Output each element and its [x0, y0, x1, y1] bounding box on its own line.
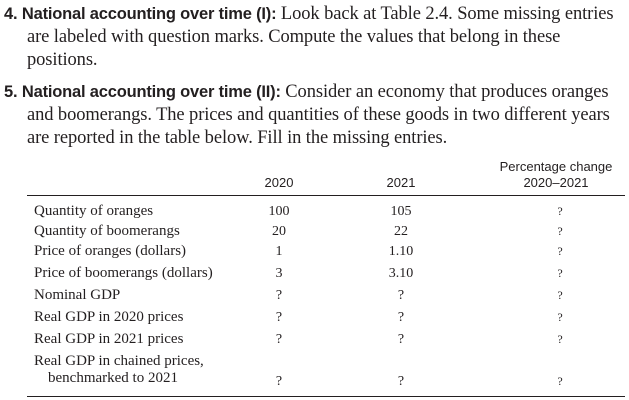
cell-2020: 100 — [268, 204, 290, 219]
row-label: Price of boomerangs (dollars) — [34, 265, 213, 281]
cell-pct-change: ? — [557, 266, 563, 280]
cell-pct-change: ? — [557, 204, 563, 218]
cell-pct-change: ? — [557, 374, 563, 388]
row-label: Quantity of oranges — [34, 203, 154, 219]
table-row — [0, 287, 629, 307]
row-label — [34, 353, 204, 387]
table-row — [0, 223, 629, 243]
header-rule — [27, 195, 625, 196]
cell-2021: ? — [397, 310, 405, 325]
bottom-rule — [27, 396, 625, 397]
row-label: Quantity of boomerangs — [34, 223, 180, 239]
header-2021: 2021 — [386, 175, 416, 190]
table-row — [0, 265, 629, 285]
problem-5-paragraph — [4, 81, 623, 150]
cell-2021: 22 — [394, 224, 408, 239]
cell-pct-change: ? — [557, 310, 563, 324]
row-label: Real GDP in 2020 prices — [34, 309, 184, 325]
cell-2021: ? — [397, 332, 405, 347]
row-label-line2: benchmarked to 2021 — [48, 370, 178, 386]
problem-4-number: 4. — [4, 5, 18, 23]
table-row — [0, 353, 629, 393]
header-pct-line1: Percentage change — [499, 159, 613, 174]
cell-2021: ? — [397, 374, 405, 389]
header-pct-line2: 2020–2021 — [523, 175, 589, 190]
cell-pct-change: ? — [557, 288, 563, 302]
cell-2021: 105 — [390, 204, 412, 219]
problem-4-title: National accounting over time (I): — [21, 5, 277, 23]
table-row — [0, 331, 629, 351]
header-2020: 2020 — [264, 175, 294, 190]
table-row — [0, 203, 629, 223]
cell-2021: 3.10 — [388, 266, 414, 281]
row-label-line1: Real GDP in chained prices, — [34, 353, 204, 369]
row-label: Real GDP in 2021 prices — [34, 331, 184, 347]
cell-2020: 20 — [272, 224, 286, 239]
cell-2020: ? — [275, 332, 283, 347]
cell-2020: ? — [275, 310, 283, 325]
cell-pct-change: ? — [557, 332, 563, 346]
row-label: Nominal GDP — [34, 287, 121, 303]
cell-2020: ? — [275, 374, 283, 389]
cell-pct-change: ? — [557, 244, 563, 258]
cell-2021: ? — [397, 288, 405, 303]
cell-2020: ? — [275, 288, 283, 303]
header-percentage-change — [486, 159, 626, 191]
table-row — [0, 309, 629, 329]
problem-5-title: National accounting over time (II): — [21, 83, 281, 101]
cell-2021: 1.10 — [388, 244, 414, 259]
problem-5-number: 5. — [4, 83, 18, 101]
table-row — [0, 243, 629, 263]
cell-2020: 1 — [275, 244, 283, 259]
cell-pct-change: ? — [557, 224, 563, 238]
problem-5-text: Consider an economy that produces oranges and boomerangs. The prices and quantities of these goods in two different years are reported in the table below. Fill in the missing entries. — [27, 82, 610, 148]
problem-4-paragraph — [4, 3, 623, 72]
problem-4-text: Look back at Table 2.4. Some missing entries are labeled with question marks. Compute the values that belong in these positions. — [27, 4, 614, 70]
row-label: Price of oranges (dollars) — [34, 243, 187, 259]
problem-5 — [4, 81, 623, 150]
problem-4 — [4, 3, 623, 72]
cell-2020: 3 — [275, 266, 283, 281]
